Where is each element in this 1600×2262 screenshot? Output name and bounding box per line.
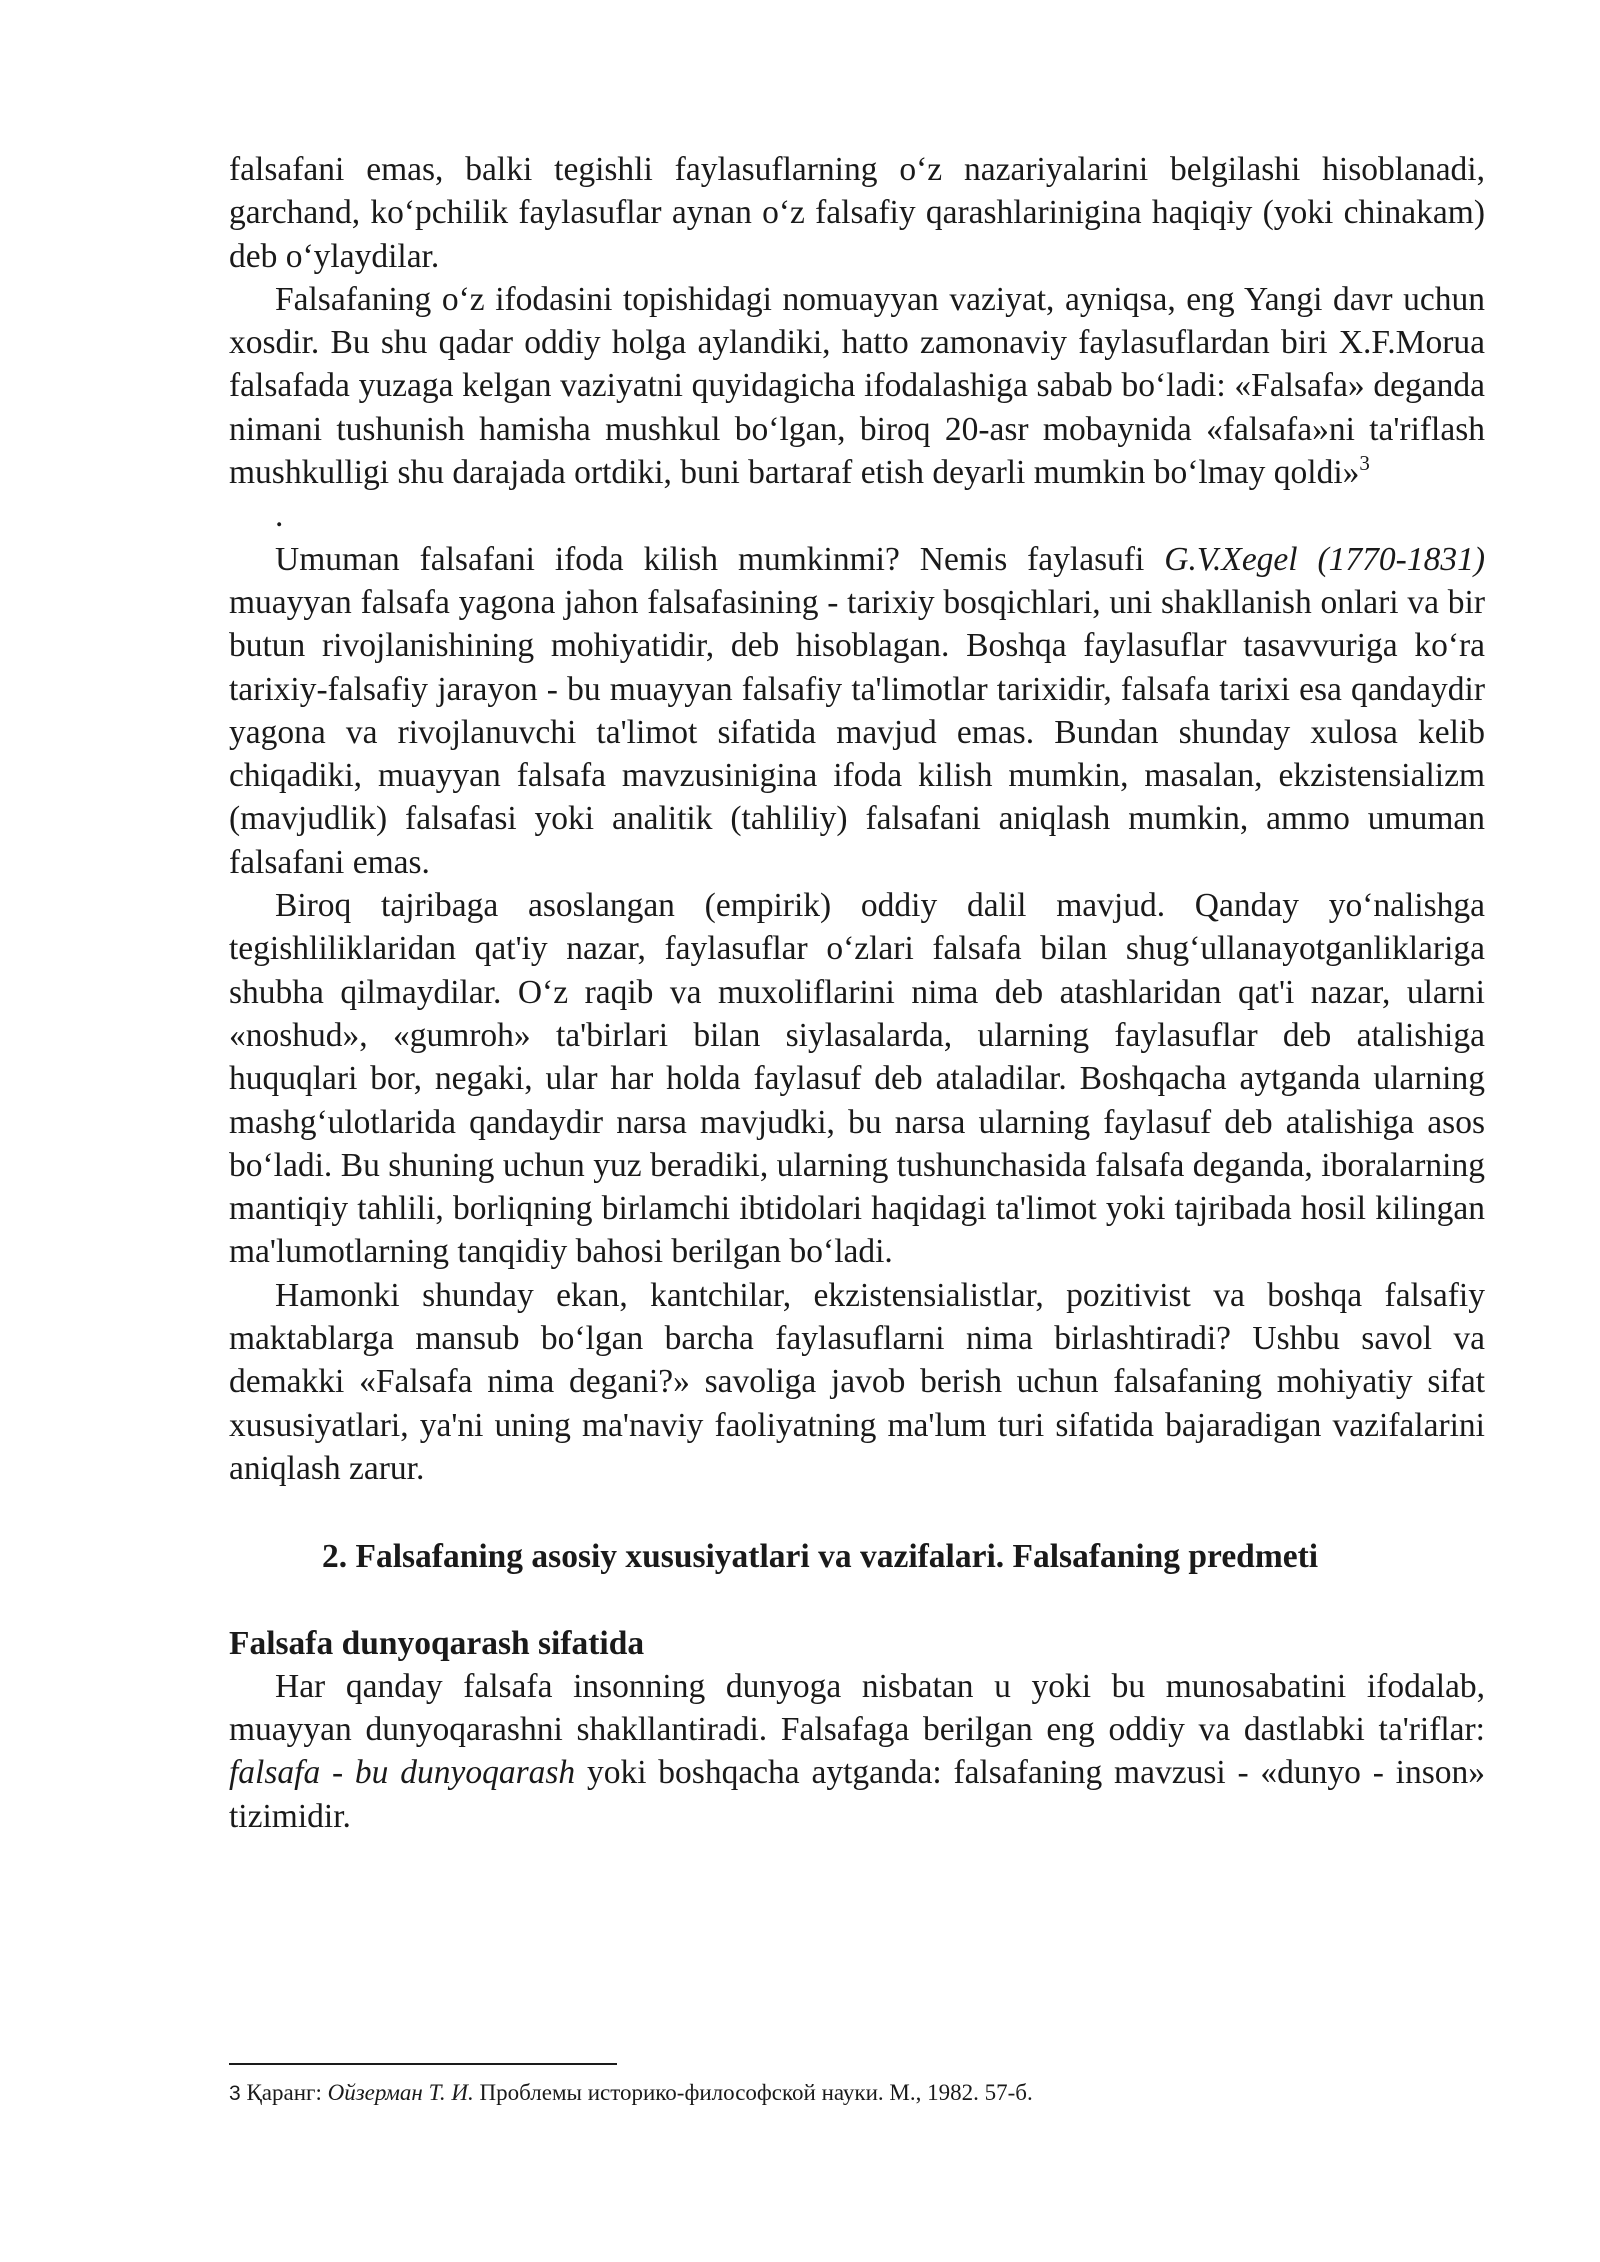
footnote (229, 2078, 1485, 2109)
paragraph-text: Umuman falsafani ifoda kilish mumkinmi? Nemis faylasufi (275, 540, 1165, 578)
paragraph-morua (229, 278, 1485, 494)
document-body (229, 148, 1485, 1838)
paragraph-text: Biroq tajribaga asoslangan (empirik) oddiy dalil mavjud. Qanday yo‘nalishga tegishliliklaridan qat'iy nazar, faylasuflar o‘zlari falsafa bilan shug‘ullanayotganliklariga shubha qilmaydilar. O‘z raqib va muxoliflarini nima deb atashlaridan qat'i nazar, ularni «noshud», «gumroh» ta'birlari bilan siylasalarda, ularning faylasuflar deb atalishiga huquqlari bor, negaki, ular har holda faylasuf deb ataladilar. Boshqacha aytganda ularning mashg‘ulotlarida qandaydir narsa mavjudki, bu narsa ularning faylasuf deb atalishiga asos bo‘ladi. Bu shuning uchun yuz beradiki, ularning tushunchasida falsafa deganda, iboralarning mantiqiy tahlili, borliqning birlamchi ibtidolari haqidagi ta'limot yoki tajribada hosil kilingan ma'lumotlarning tanqidiy bahosi berilgan bo‘ladi. (229, 887, 1485, 1271)
paragraph-text: Falsafaning o‘z ifodasini topishidagi nomuayyan vaziyat, ayniqsa, eng Yangi davr uchun xosdir. Bu shu qadar oddiy holga aylandiki, hatto zamonaviy faylasuflardan biri X.F.Morua falsafada yuzaga kelgan vaziyatni quyidagicha ifodalashiga sabab bo‘ladi: «Falsafa» deganda nimani tushunish hamisha mushkul bo‘lgan, biroq 20-asr mobaynida «falsafa»ni ta'riflash mushkulligi shu darajada ortdiki, buni bartaraf etish deyarli mumkin bo‘lmay qoldi» (229, 280, 1485, 492)
footnote-text: Проблемы историко-философской науки. М., 1982. 57-б. (473, 2080, 1033, 2105)
paragraph-worldview (229, 1665, 1485, 1838)
definition-italic: falsafa - bu dunyoqarash (229, 1754, 576, 1792)
paragraph-text: Hamonki shunday ekan, kantchilar, ekzistensialistlar, pozitivist va boshqa falsafiy maktablarga mansub bo‘lgan barcha faylasuflarni nima birlashtiradi? Ushbu savol va demakki «Falsafa nima degani?» savoliga javob berish uchun falsafaning mohiyatiy sifat xususiyatlari, ya'ni uning ma'naviy faoliyatning ma'lum turi sifatida bajaradigan vazifalarini aniqlash zarur. (229, 1276, 1485, 1487)
paragraph-schools (229, 1274, 1485, 1490)
paragraph-hegel (229, 538, 1485, 884)
paragraph-empirical (229, 884, 1485, 1274)
footnote-lead: Қаранг: (240, 2080, 328, 2105)
footnote-reference[interactable]: 3 (1359, 451, 1370, 476)
footnote-author: Ойзерман Т. И. (327, 2080, 474, 2105)
sub-heading: Falsafa dunyoqarash sifatida (229, 1624, 645, 1662)
footnote-number: 3 (229, 2082, 241, 2105)
paragraph-text: yoki boshqacha aytganda: falsafaning mavzusi - «dunyo - inson» tizimidir. (229, 1754, 1485, 1835)
stray-period: . (275, 497, 284, 535)
paragraph-continuation (229, 148, 1485, 278)
footnote-separator (229, 2063, 617, 2065)
section-heading: 2. Falsafaning asosiy xususiyatlari va vazifalari. Falsafaning predmeti (322, 1538, 1319, 1576)
paragraph-text: muayyan falsafa yagona jahon falsafasining - tarixiy bosqichlari, uni shakllanish onlari va bir butun rivojlanishining mohiyatidir, deb hisoblagan. Boshqa faylasuflar tasavvuriga ko‘ra tarixiy-falsafiy jarayon - bu muayyan falsafiy ta'limotlar tarixidir, falsafa tarixi esa qandaydir yagona va rivojlanuvchi ta'limot sifatida mavjud emas. Bundan shunday xulosa kelib chiqadiki, muayyan falsafa mavzusinigina ifoda kilish mumkin, masalan, ekzistensializm (mavjudlik) falsafasi yoki analitik (tahliliy) falsafani aniqlash mumkin, ammo umuman falsafani emas. (229, 583, 1485, 881)
paragraph-text: falsafani emas, balki tegishli faylasuflarning o‘z nazariyalarini belgilashi hisoblanadi, garchand, ko‘pchilik faylasuflar aynan o‘z falsafiy qarashlarinigina haqiqiy (yoki chinakam) deb o‘ylaydilar. (229, 151, 1485, 275)
philosopher-name: G.V.Xegel (1770-1831) (1164, 540, 1485, 578)
paragraph-text: Har qanday falsafa insonning dunyoga nisbatan u yoki bu munosabatini ifodalab, muayyan dunyoqarashni shakllantiradi. Falsafaga berilgan eng oddiy va dastlabki ta'riflar: (229, 1667, 1485, 1749)
